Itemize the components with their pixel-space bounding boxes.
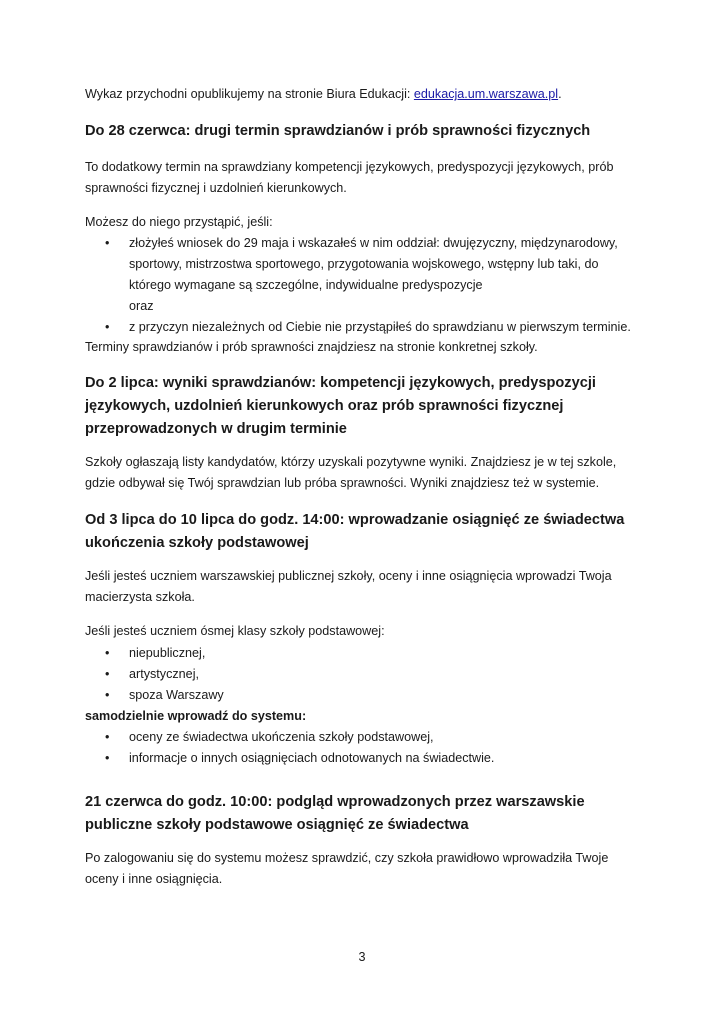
edukacja-link[interactable]: edukacja.um.warszawa.pl <box>413 87 559 101</box>
list-item: • spoza Warszawy <box>85 685 645 706</box>
preview-paragraph: Po zalogowaniu się do systemu możesz sprawdzić, czy szkoła prawidłowo wprowadziła Twoje oceny i inne osiągnięcia. <box>85 851 609 886</box>
list-item: • oceny ze świadectwa ukończenia szkoły podstawowej, <box>85 727 645 748</box>
bullet-icon: • <box>105 236 110 250</box>
terms-note: Terminy sprawdzianów i prób sprawności znajdziesz na stronie konkretnej szkoły. <box>85 340 538 354</box>
list-item: • z przyczyn niezależnych od Ciebie nie przystąpiłeś do sprawdzianu w pierwszym terminie. <box>85 317 645 338</box>
grades-paragraph-2: Jeśli jesteś uczniem ósmej klasy szkoły podstawowej: <box>85 624 385 638</box>
list-item: • artystycznej, <box>85 664 645 685</box>
bullet-icon: • <box>105 688 110 702</box>
section-heading-results: Do 2 lipca: wyniki sprawdzianów: kompetencji językowych, predyspozycji językowych, uzdolnień kierunkowych oraz prób sprawności fizycznej przeprowadzonych w drugim terminie <box>85 375 596 437</box>
section-heading-second-term: Do 28 czerwca: drugi termin sprawdzianów i prób sprawności fizycznych <box>85 123 591 139</box>
results-paragraph: Szkoły ogłaszają listy kandydatów, którzy uzyskali pozytywne wyniki. Znajdziesz je w tej szkole, gdzie odbywał się Twój sprawdzian lub próba sprawności. Wyniki znajdziesz też w systemie. <box>85 455 617 490</box>
condition-intro: Możesz do niego przystąpić, jeśli: <box>85 215 273 229</box>
list-item: • złożyłeś wniosek do 29 maja i wskazałeś w nim oddział: dwujęzyczny, międzynarodowy, sportowy, mistrzostwa sportowego, przygotowania wojskowego, wstępny lub taki, do którego wymagane są szczególne, indywidualne predyspozycje oraz <box>85 233 645 317</box>
intro-suffix: . <box>558 87 562 101</box>
bullet-icon: • <box>105 667 110 681</box>
bullet-icon: • <box>105 646 110 660</box>
section-heading-grades-entry: Od 3 lipca do 10 lipca do godz. 14:00: wprowadzanie osiągnięć ze świadectwa ukończenia szkoły podstawowej <box>85 512 625 551</box>
second-term-paragraph: To dodatkowy termin na sprawdziany kompetencji językowych, predyspozycji językowych, prób sprawności fizycznej i uzdolnień kierunkowych. <box>85 160 614 195</box>
bullet-icon: • <box>105 320 110 334</box>
grades-paragraph-1: Jeśli jesteś uczniem warszawskiej publicznej szkoły, oceny i inne osiągnięcia wprowadzi Twoja macierzysta szkoła. <box>85 569 612 604</box>
school-type-list <box>85 643 645 706</box>
intro-paragraph <box>85 84 645 105</box>
intro-text: Wykaz przychodni opublikujemy na stronie Biura Edukacji: <box>85 87 414 101</box>
bullet-icon: • <box>105 730 110 744</box>
list-item: • niepublicznej, <box>85 643 645 664</box>
bullet-icon: • <box>105 751 110 765</box>
list-item: • informacje o innych osiągnięciach odnotowanych na świadectwie. <box>85 748 645 769</box>
self-entry-list <box>85 727 645 769</box>
page-number: 3 <box>358 950 366 964</box>
section-heading-preview: 21 czerwca do godz. 10:00: podgląd wprowadzonych przez warszawskie publiczne szkoły podstawowe osiągnięć ze świadectwa <box>85 794 585 833</box>
conditions-list <box>85 233 645 338</box>
self-entry-label: samodzielnie wprowadź do systemu: <box>85 709 307 723</box>
